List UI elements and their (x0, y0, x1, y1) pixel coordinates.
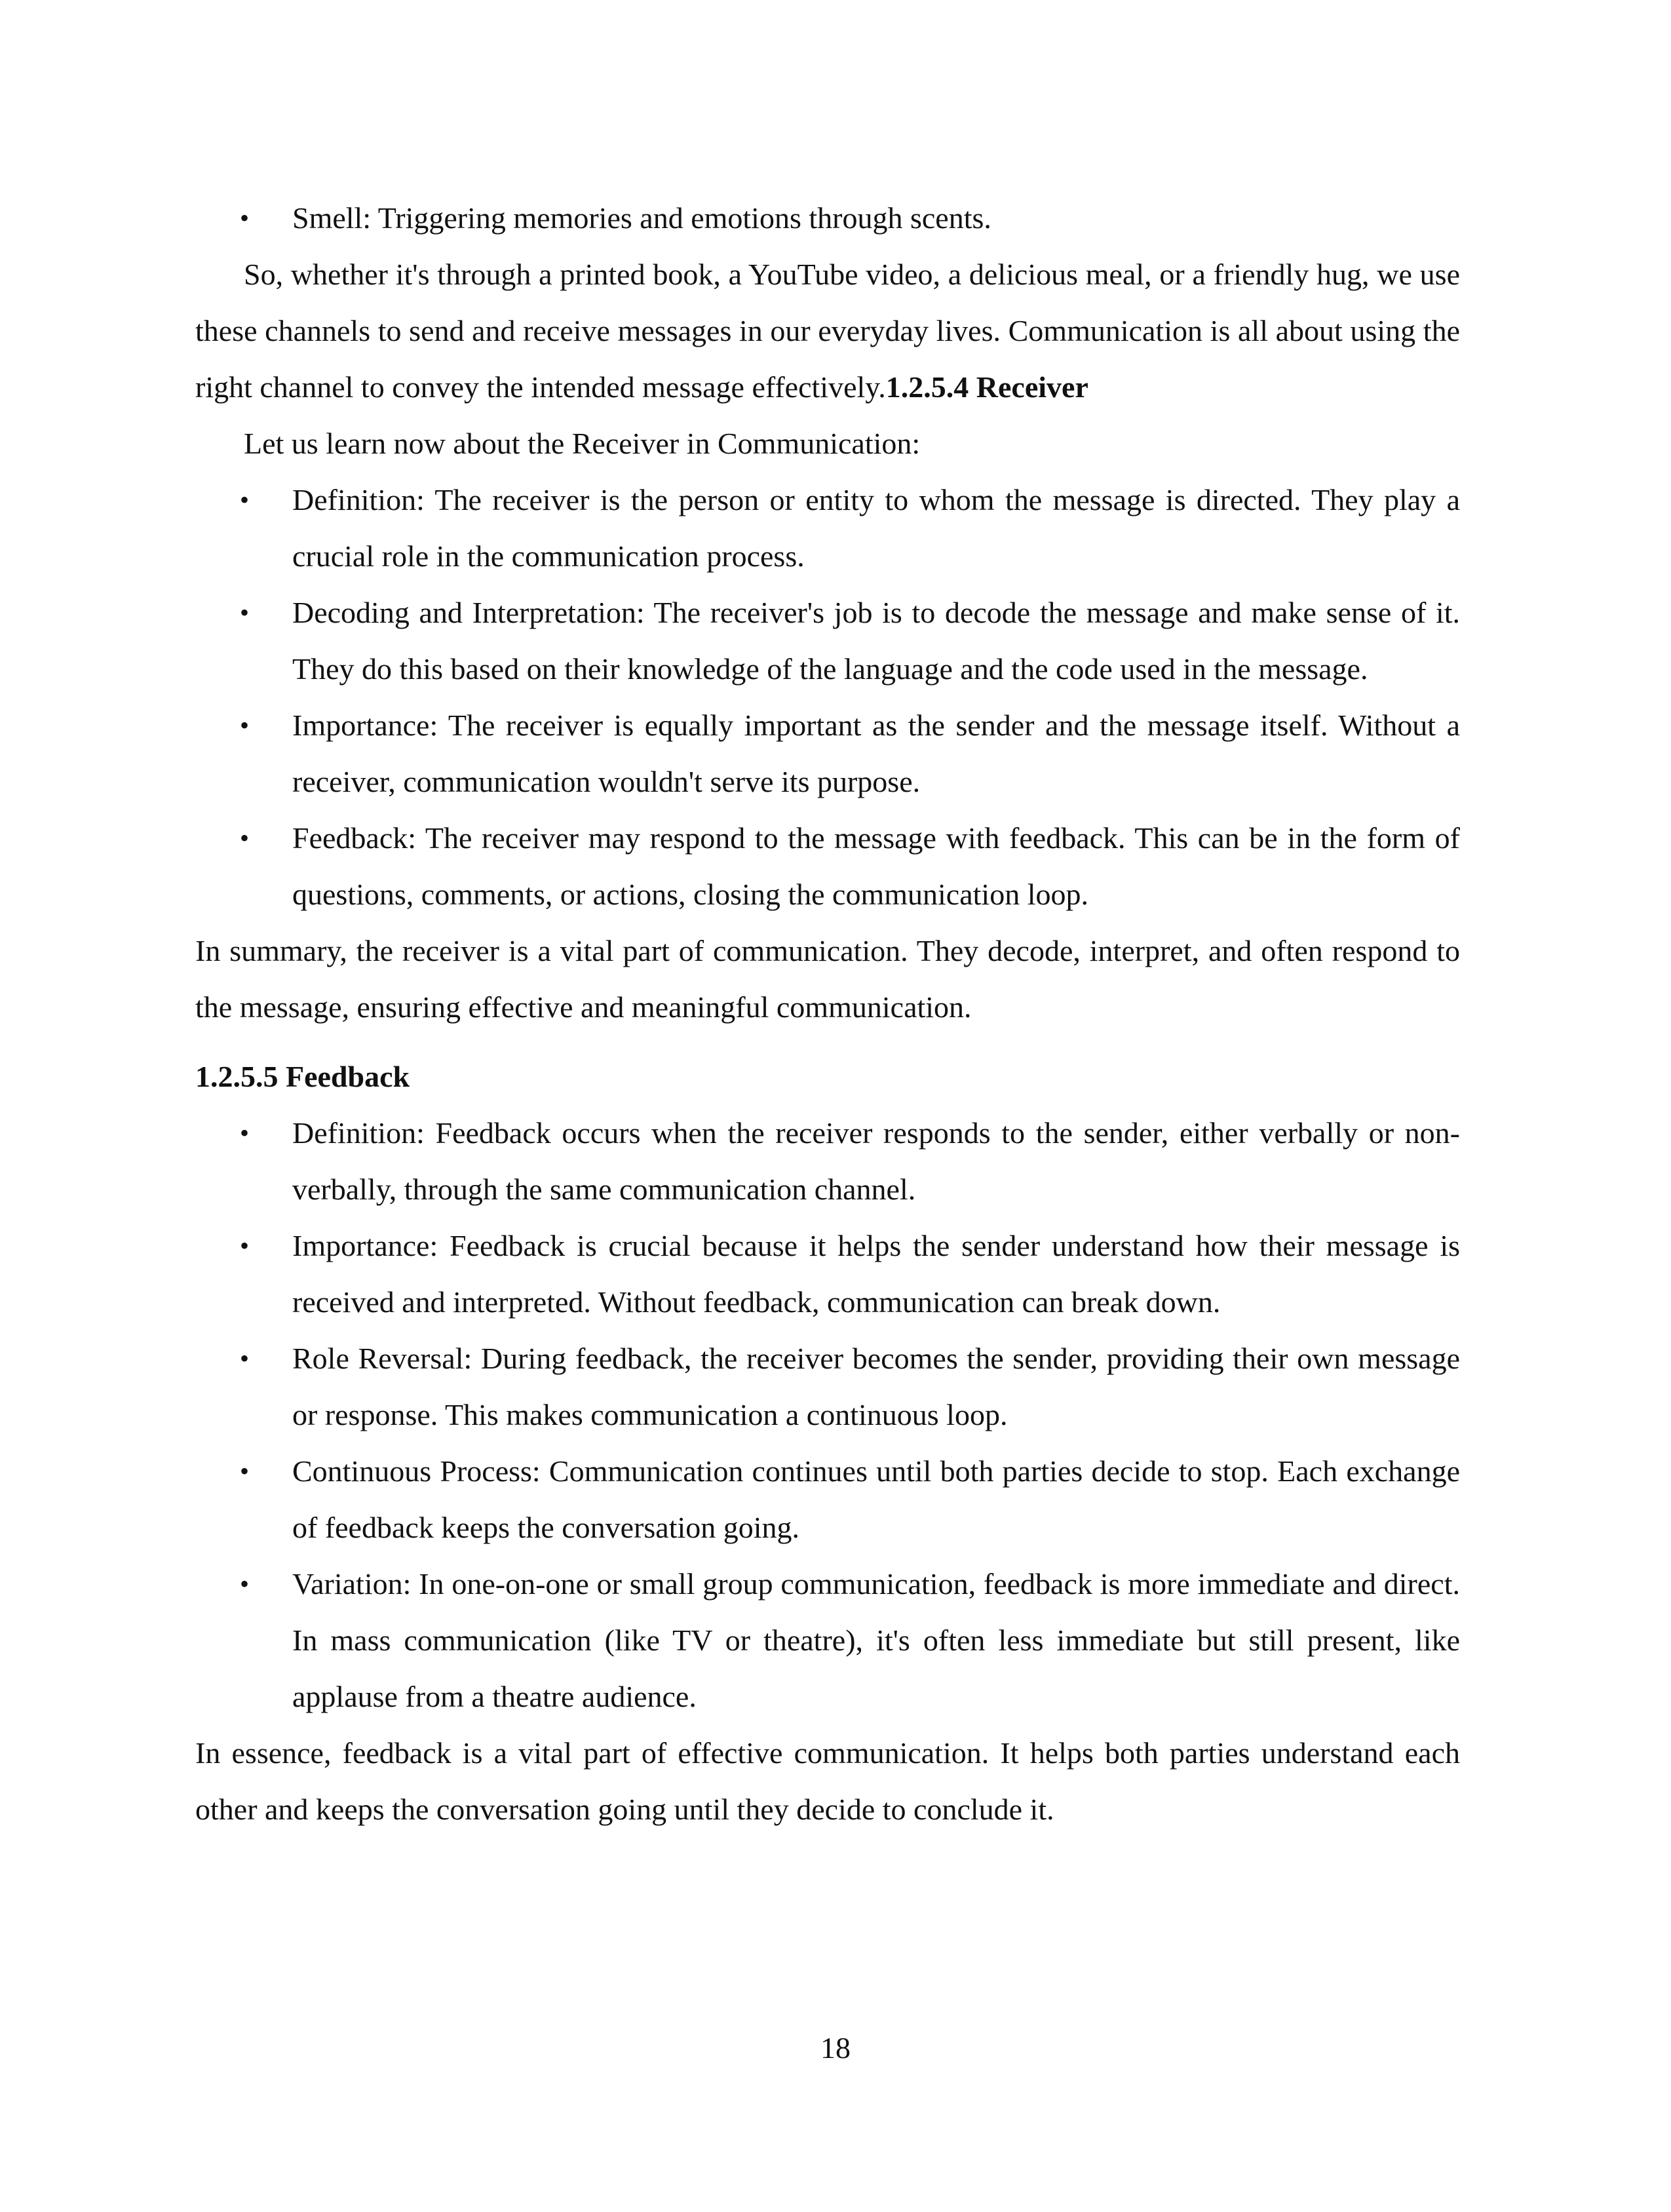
paragraph-text: So, whether it's through a printed book, a YouTube video, a delicious meal, or a friendly hug, we use these channels to send and receive messages in our everyday lives. Communication is all about using the right channel to convey the intended message effectively. (195, 258, 1460, 404)
feedback-summary: In essence, feedback is a vital part of effective communication. It helps both parties understand each other and keeps the conversation going until they decide to conclude it. (195, 1736, 1460, 1826)
list-item: • Importance: Feedback is crucial because it helps the sender understand how their message is received and interpreted. Without feedback, communication can break down. (195, 1218, 1460, 1330)
list-item: • Definition: Feedback occurs when the receiver responds to the sender, either verbally or non-verbally, through the same communication channel. (195, 1105, 1460, 1218)
receiver-intro: Let us learn now about the Receiver in Communication: (244, 427, 921, 460)
receiver-summary: In summary, the receiver is a vital part of communication. They decode, interpret, and often respond to the message, ensuring effective and meaningful communication. (195, 934, 1460, 1024)
list-item: • Definition: The receiver is the person or entity to whom the message is directed. They play a crucial role in the communication process. (195, 472, 1460, 585)
list-item: • Importance: The receiver is equally important as the sender and the message itself. Without a receiver, communication wouldn't serve its purpose. (195, 697, 1460, 810)
page-number: 18 (820, 2031, 851, 2065)
list-item: • Feedback: The receiver may respond to the message with feedback. This can be in the form of questions, comments, or actions, closing the communication loop. (195, 810, 1460, 923)
list-item: • Continuous Process: Communication continues until both parties decide to stop. Each exchange of feedback keeps the conversation going. (195, 1443, 1460, 1556)
section-heading-feedback: 1.2.5.5 Feedback (195, 1060, 410, 1093)
receiver-list (195, 472, 1460, 923)
section-heading-receiver: 1.2.5.4 Receiver (885, 370, 1088, 404)
list-item: • Variation: In one-on-one or small group communication, feedback is more immediate and direct. In mass communication (like TV or theatre), it's often less immediate but still present, like applause from a theatre audience. (195, 1556, 1460, 1725)
list-item: • Role Reversal: During feedback, the receiver becomes the sender, providing their own message or response. This makes communication a continuous loop. (195, 1330, 1460, 1443)
document-page (195, 190, 1460, 1838)
channels-paragraph (195, 246, 1460, 416)
feedback-list (195, 1105, 1460, 1725)
list-item: • Decoding and Interpretation: The receiver's job is to decode the message and make sense of it. They do this based on their knowledge of the language and the code used in the message. (195, 585, 1460, 697)
senses-list (195, 190, 1460, 246)
list-item: • Smell: Triggering memories and emotions through scents. (195, 190, 1460, 246)
